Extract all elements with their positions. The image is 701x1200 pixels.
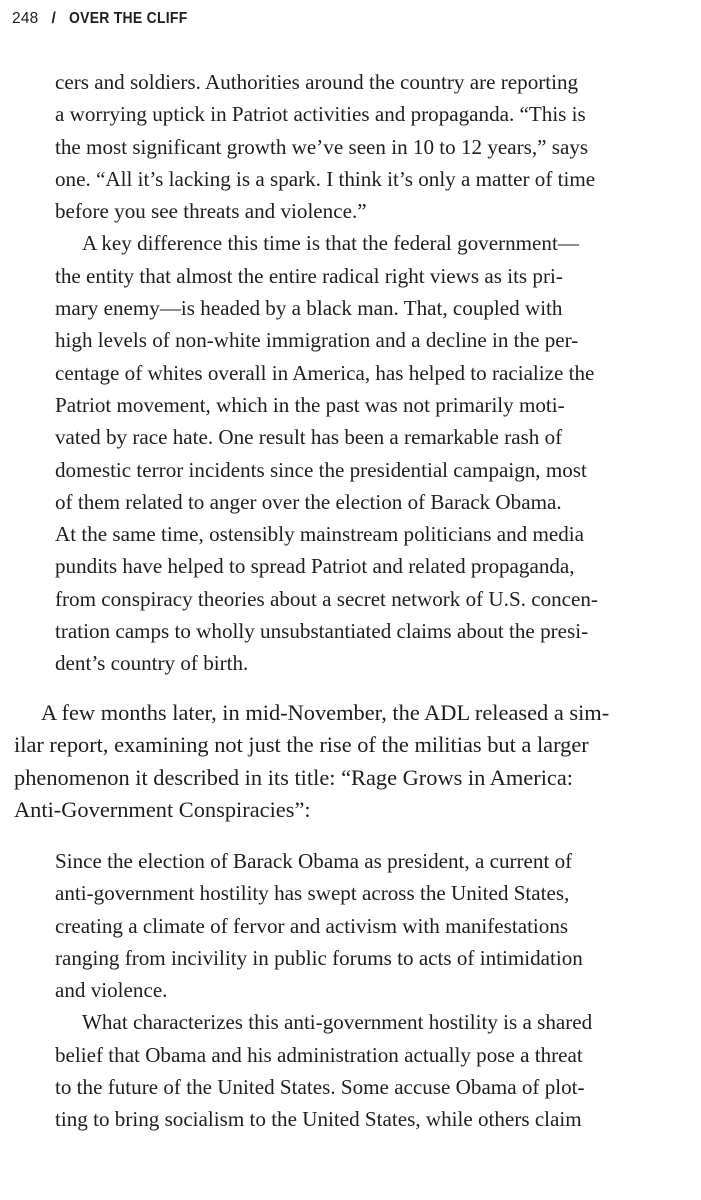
text-line: one. “All it’s lacking is a spark. I think it’s only a matter of time — [55, 166, 596, 191]
text-line: centage of whites overall in America, has helped to racialize the — [55, 360, 595, 385]
text-line: high levels of non-white immigration and a decline in the per- — [55, 328, 579, 353]
text-line: pundits have helped to spread Patriot and related propaganda, — [55, 554, 575, 579]
text-line: vated by race hate. One result has been a remarkable rash of — [55, 425, 563, 450]
text-line: What characterizes this anti-government hostility is a shared — [82, 1010, 593, 1035]
text-line: before you see threats and violence.” — [55, 199, 367, 224]
running-title: OVER THE CLIFF — [68, 10, 188, 27]
text-line: anti-government hostility has swept across the United States, — [55, 881, 570, 906]
text-line: phenomenon it described in its title: “Rage Grows in America: — [14, 764, 574, 790]
body-paragraph — [14, 697, 609, 826]
text-line: creating a climate of fervor and activism with manifestations — [55, 913, 569, 938]
header-separator: / — [51, 10, 56, 27]
text-line: Anti-Government Conspiracies”: — [14, 796, 311, 822]
text-line: tration camps to wholly unsubstantiated claims about the presi- — [55, 619, 589, 644]
text-line: a worrying uptick in Patriot activities and propaganda. “This is — [55, 102, 586, 127]
text-line: mary enemy—is headed by a black man. That, coupled with — [55, 296, 563, 321]
text-line: to the future of the United States. Some accuse Obama of plot- — [55, 1075, 585, 1100]
text-line: Since the election of Barack Obama as president, a current of — [55, 849, 573, 873]
text-line: Patriot movement, which in the past was not primarily moti- — [55, 392, 565, 417]
text-line: of them related to anger over the election of Barack Obama. — [55, 489, 562, 514]
text-line: belief that Obama and his administration actually pose a threat — [55, 1042, 583, 1067]
page-number: 248 — [12, 10, 39, 27]
text-line: A few months later, in mid-November, the ADL released a sim- — [41, 700, 610, 725]
text-line: A key difference this time is that the federal government— — [82, 231, 579, 256]
text-line: At the same time, ostensibly mainstream politicians and media — [55, 522, 584, 547]
block-quote-2 — [55, 845, 592, 1136]
text-line: ting to bring socialism to the United States, while others claim — [55, 1107, 582, 1132]
text-line: the entity that almost the entire radical right views as its pri- — [55, 263, 563, 288]
text-line: the most significant growth we’ve seen in 10 to 12 years,” says — [55, 134, 589, 159]
text-line: ranging from incivility in public forums to acts of intimidation — [55, 945, 583, 970]
text-line: cers and soldiers. Authorities around the country are reporting — [55, 70, 579, 94]
text-line: and violence. — [55, 978, 168, 1003]
text-line: dent’s country of birth. — [55, 651, 249, 676]
running-header — [12, 8, 201, 30]
block-quote-1 — [55, 66, 598, 680]
text-line: domestic terror incidents since the presidential campaign, most — [55, 457, 587, 482]
text-line: ilar report, examining not just the rise of the militias but a larger — [14, 732, 589, 758]
text-line: from conspiracy theories about a secret network of U.S. concen- — [55, 586, 598, 611]
